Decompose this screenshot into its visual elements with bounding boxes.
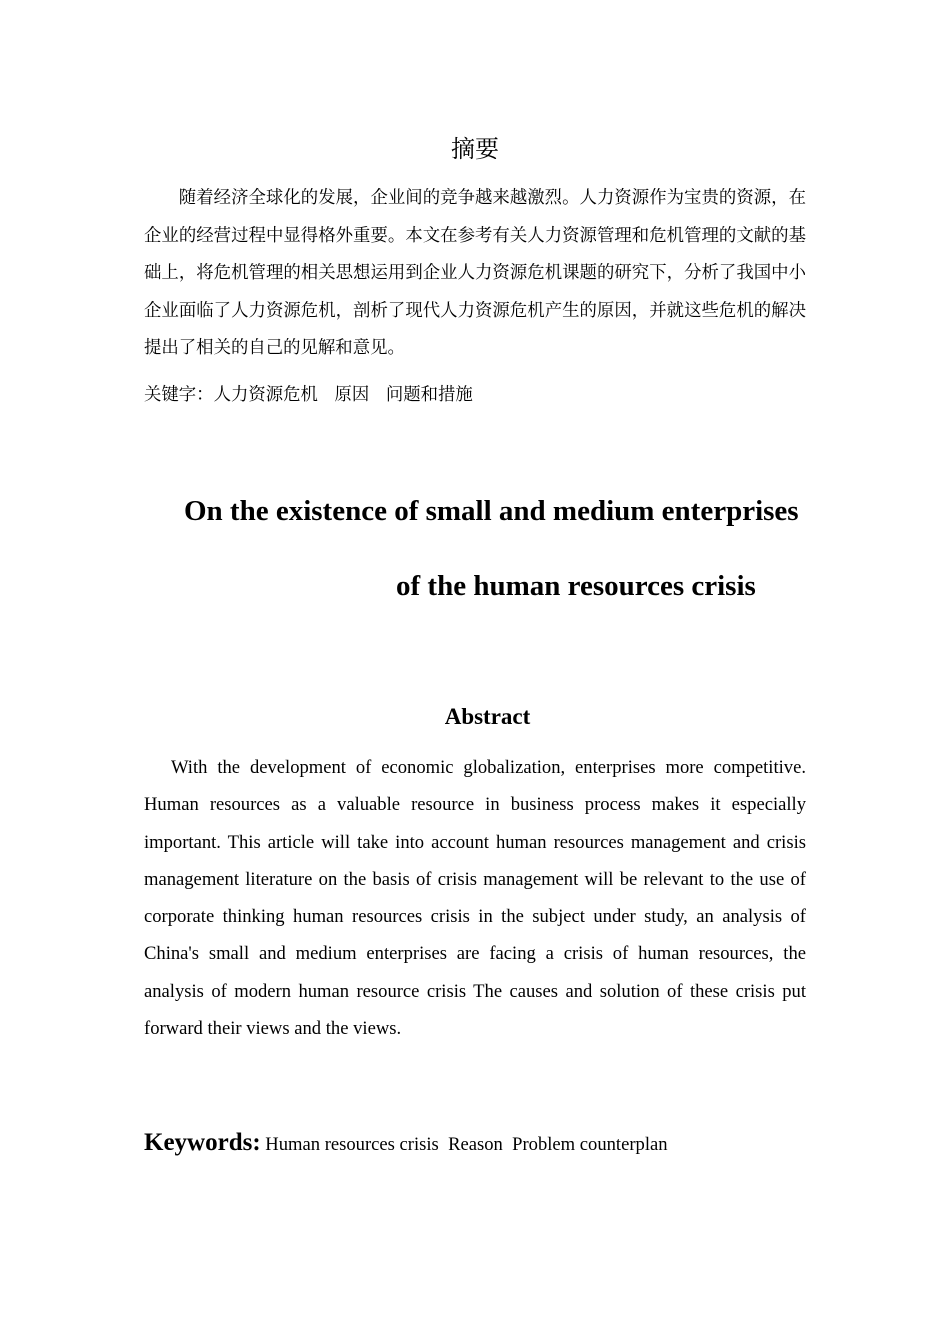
english-title-line-1: On the existence of small and medium enterprises — [184, 495, 799, 527]
english-abstract-body: With the development of economic globalization, enterprises more competitive. Human resources as a valuable resource in business process makes it especially important. This article will take into account human resources management and crisis management literature on the basis of crisis management will be relevant to the use of corporate thinking human resources crisis in the subject under study, an analysis of China's small and medium enterprises are facing a crisis of human resources, the analysis of modern human resource crisis The causes and solution of these crisis put forward their views and the views. — [144, 757, 806, 1040]
chinese-abstract-title: 摘要 — [451, 135, 499, 163]
english-keywords — [144, 1124, 824, 1165]
english-keywords-text: Human resources crisis Reason Problem counterplan — [260, 1134, 668, 1155]
english-title-line-2: of the human resources crisis — [396, 570, 756, 602]
english-keywords-label: Keywords: — [144, 1129, 261, 1156]
chinese-keywords: 关键字：人力资源危机 原因 问题和措施 — [144, 385, 473, 405]
chinese-abstract-body: 随着经济全球化的发展，企业间的竞争越来越激烈。人力资源作为宝贵的资源，在企业的经营过程中显得格外重要。本文在参考有关人力资源管理和危机管理的文献的基础上，将危机管理的相关思想运用到企业人力资源危机课题的研究下，分析了我国中小企业面临了人力资源危机，剖析了现代人力资源危机产生的原因，并就这些危机的解决提出了相关的自己的见解和意见。 — [144, 188, 806, 358]
english-abstract-heading: Abstract — [444, 704, 531, 729]
